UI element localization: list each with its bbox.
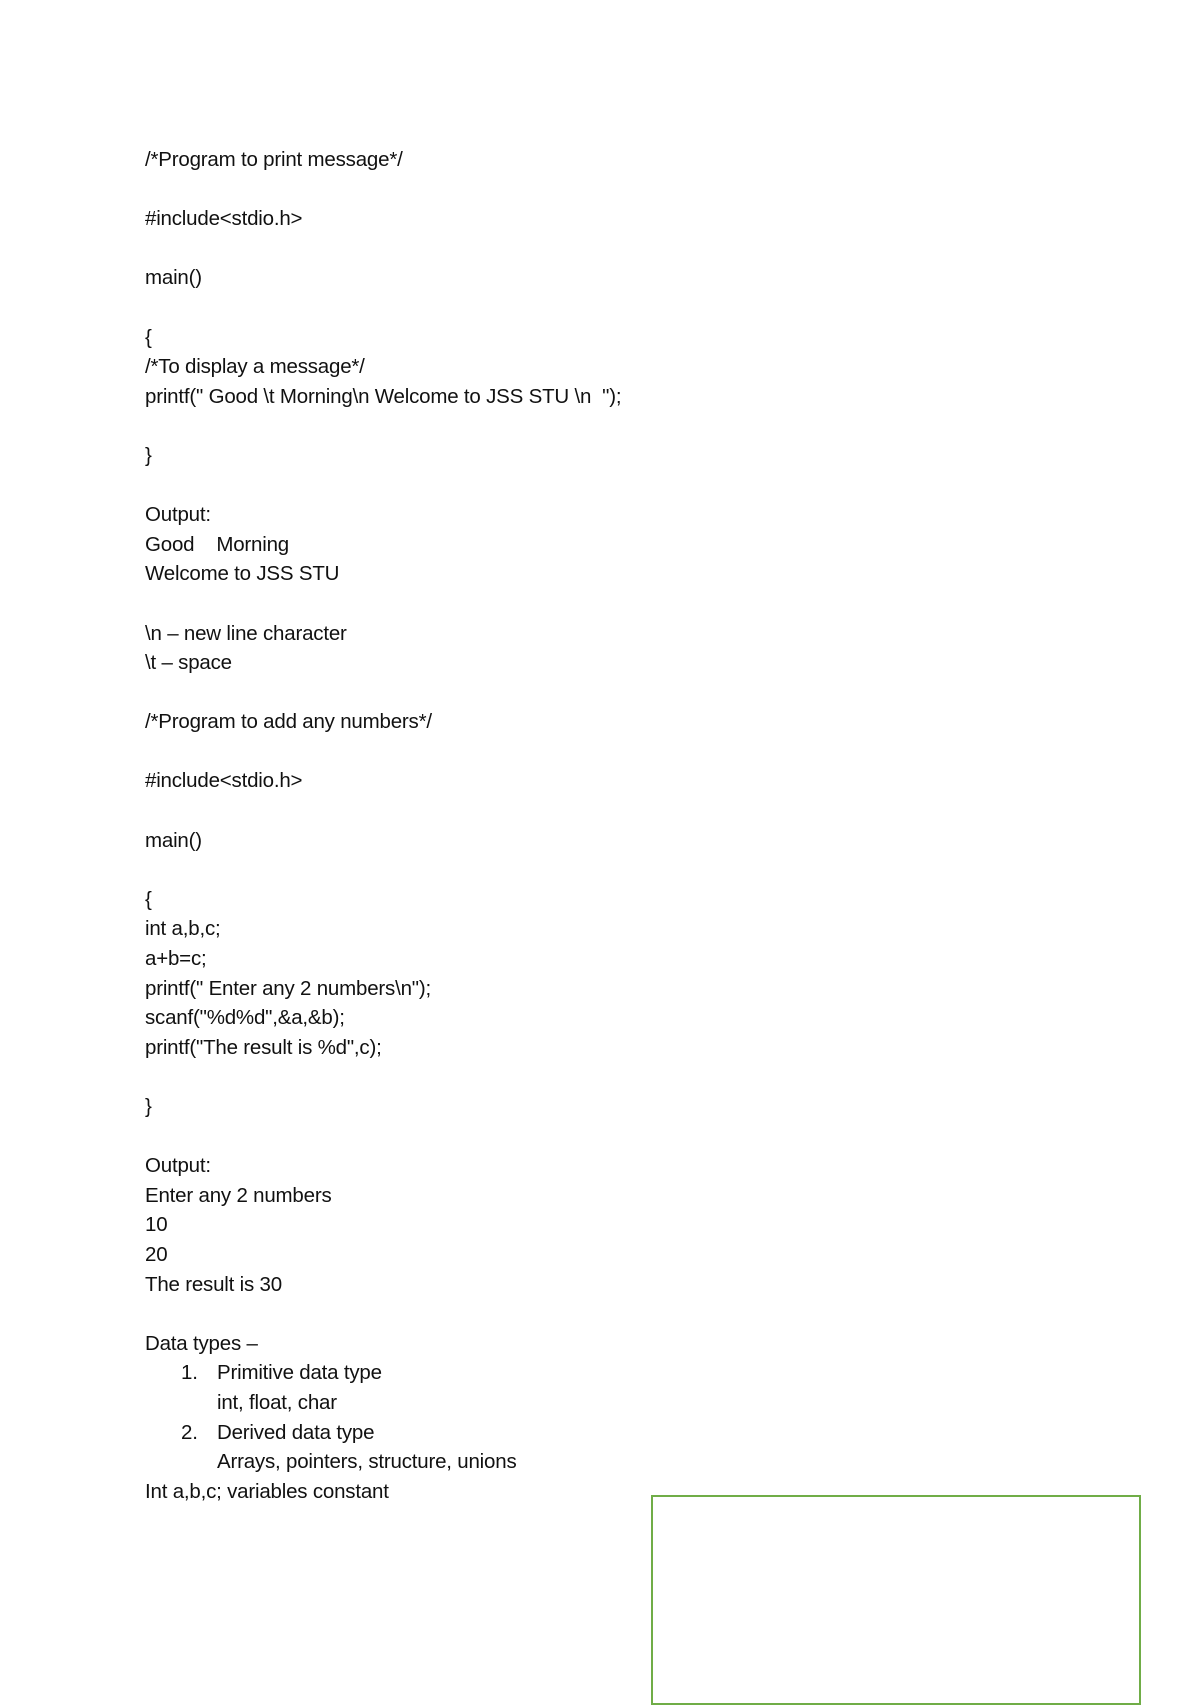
program1-comment: /*Program to print message*/ xyxy=(145,148,403,171)
list-item xyxy=(145,1358,1045,1417)
program1-main: main() xyxy=(145,266,202,290)
program1-open-brace: { xyxy=(145,325,152,349)
data-types-list xyxy=(145,1358,1045,1476)
escape-newline: \n – new line character xyxy=(145,621,347,645)
output2-line: 20 xyxy=(145,1242,168,1266)
list-item-detail: int, float, char xyxy=(217,1390,337,1414)
list-item xyxy=(145,1418,1045,1477)
list-number: 2. xyxy=(181,1420,198,1444)
program1-inner-comment: /*To display a message*/ xyxy=(145,355,365,379)
program2-comment: /*Program to add any numbers*/ xyxy=(145,710,432,734)
data-types-heading: Data types – xyxy=(145,1331,258,1355)
list-item-detail: Arrays, pointers, structure, unions xyxy=(217,1450,517,1474)
escape-tab: \t – space xyxy=(145,651,232,675)
output1-line: Good Morning xyxy=(145,532,289,556)
program2-code-line: a+b=c; xyxy=(145,947,207,971)
document-body xyxy=(145,145,1045,1506)
output1-line: Welcome to JSS STU xyxy=(145,562,340,586)
program2-code-line: printf(" Enter any 2 numbers\n"); xyxy=(145,976,431,1000)
program2-main: main() xyxy=(145,828,202,852)
program2-open-brace: { xyxy=(145,887,152,911)
output2-line: The result is 30 xyxy=(145,1272,282,1296)
output2-line: 10 xyxy=(145,1213,168,1237)
program2-include: #include<stdio.h> xyxy=(145,769,303,793)
program1-close-brace: } xyxy=(145,443,152,467)
program2-code-line: scanf("%d%d",&a,&b); xyxy=(145,1006,345,1030)
program2-close-brace: } xyxy=(145,1095,152,1118)
program1-printf: printf(" Good \t Morning\n Welcome to JSS STU \n "); xyxy=(145,384,622,408)
output2-label: Output: xyxy=(145,1154,211,1178)
list-number: 1. xyxy=(181,1361,198,1385)
output2-line: Enter any 2 numbers xyxy=(145,1183,332,1207)
program2-code-line: printf("The result is %d",c); xyxy=(145,1035,382,1059)
green-outline-box xyxy=(651,1495,1141,1705)
list-item-title: Derived data type xyxy=(217,1420,375,1444)
list-item-title: Primitive data type xyxy=(217,1361,382,1385)
program2-code-line: int a,b,c; xyxy=(145,917,221,941)
output1-label: Output: xyxy=(145,503,211,527)
data-types-footer: Int a,b,c; variables constant xyxy=(145,1479,389,1503)
program1-include: #include<stdio.h> xyxy=(145,207,303,231)
